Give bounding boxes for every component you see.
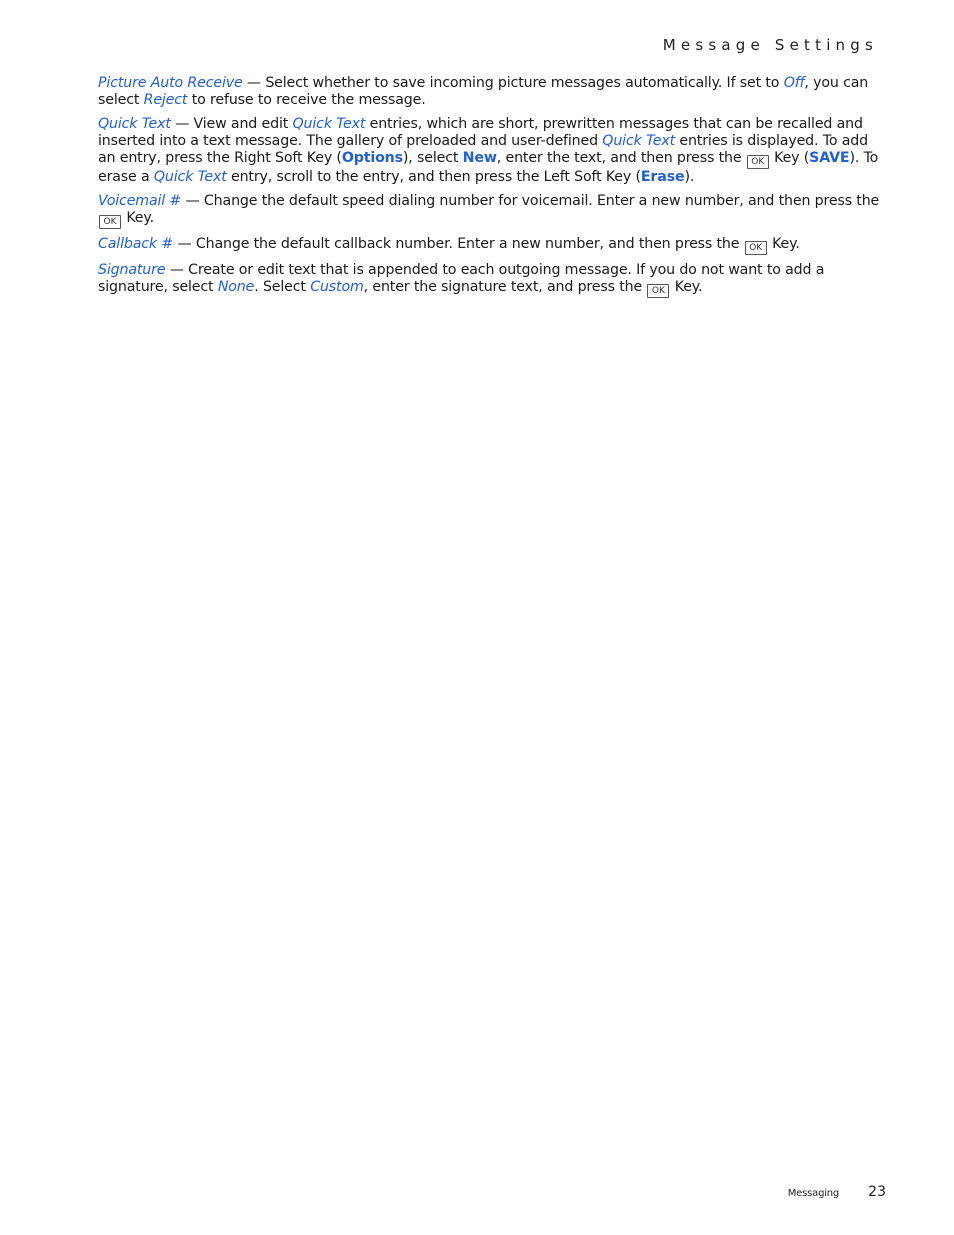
term-quick-text-ref: Quick Text xyxy=(153,169,227,185)
softkey-erase: Erase xyxy=(640,169,685,185)
softkey-save: SAVE xyxy=(809,150,850,166)
setting-text: , enter the text, and then press the xyxy=(496,150,746,166)
setting-picture-auto-receive xyxy=(98,75,888,109)
setting-text: , enter the signature text, and press the xyxy=(363,279,647,295)
setting-text: — Create or edit text that is appended to each outgoing message. If you do not want to add a signature, select xyxy=(98,262,825,295)
setting-text: entries is displayed. To add an entry, press the Right Soft Key ( xyxy=(98,133,869,166)
settings-list xyxy=(98,75,888,305)
option-none: None xyxy=(217,279,255,295)
ok-key-icon: OK xyxy=(745,241,767,255)
setting-text: entry, scroll to the entry, and then press the Left Soft Key ( xyxy=(226,169,641,185)
footer-section-name: Messaging xyxy=(787,1188,840,1199)
setting-text: — Change the default speed dialing number for voicemail. Enter a new number, and then press the xyxy=(181,193,880,209)
setting-quick-text xyxy=(98,116,888,186)
term-voicemail: Voicemail # xyxy=(98,193,182,209)
setting-text: ), select xyxy=(402,150,463,166)
page-number: 23 xyxy=(868,1184,886,1200)
term-quick-text-ref: Quick Text xyxy=(602,133,676,149)
setting-text: . Select xyxy=(254,279,311,295)
option-custom: Custom xyxy=(310,279,364,295)
page-footer xyxy=(788,1181,886,1200)
term-callback: Callback # xyxy=(98,236,174,252)
menu-new: New xyxy=(462,150,497,166)
term-quick-text-ref: Quick Text xyxy=(292,116,366,132)
setting-text: ). xyxy=(684,169,695,185)
setting-signature xyxy=(98,262,888,298)
term-quick-text: Quick Text xyxy=(98,116,171,132)
setting-voicemail xyxy=(98,193,888,229)
setting-callback xyxy=(98,236,888,255)
setting-text: — Select whether to save incoming picture messages automatically. If set to xyxy=(242,75,784,91)
setting-text: Key. xyxy=(122,210,154,226)
setting-text: ). To erase a xyxy=(98,150,879,185)
setting-text: to refuse to receive the message. xyxy=(187,92,426,108)
setting-text: — Change the default callback number. Enter a new number, and then press the xyxy=(173,236,744,252)
softkey-options: Options xyxy=(341,150,403,166)
setting-text: entries, which are short, prewritten messages that can be recalled and inserted into a text message. The gallery of preloaded and user-defined xyxy=(98,116,863,149)
setting-text: Key. xyxy=(767,236,800,252)
term-picture-auto-receive: Picture Auto Receive xyxy=(98,75,243,91)
setting-text: Key ( xyxy=(769,150,810,166)
setting-text: , you can select xyxy=(98,75,869,108)
term-signature: Signature xyxy=(98,262,166,278)
option-reject: Reject xyxy=(143,92,188,108)
option-off: Off xyxy=(783,75,805,91)
setting-text: — View and edit xyxy=(170,116,293,132)
setting-text: Key. xyxy=(670,279,703,295)
running-header: Message Settings xyxy=(662,36,878,54)
ok-key-icon: OK xyxy=(99,215,121,229)
ok-key-icon: OK xyxy=(647,284,669,298)
ok-key-icon: OK xyxy=(747,155,769,169)
